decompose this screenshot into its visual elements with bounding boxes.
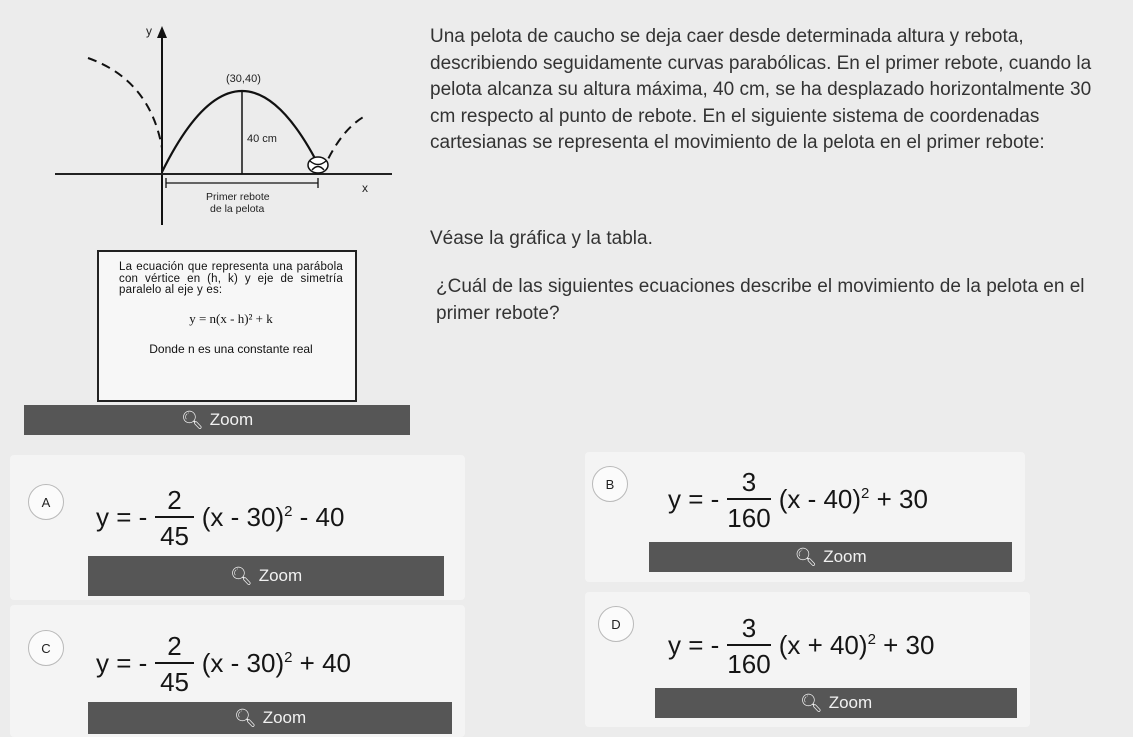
y-axis-arrow [157, 26, 167, 38]
constant-note: Donde n es una constante real [149, 342, 313, 356]
magnifier-icon: 🔍︎ [180, 409, 204, 430]
magnifier-icon: 🔍︎ [233, 707, 257, 728]
height-label: 40 cm [247, 133, 277, 145]
ball-icon [308, 157, 328, 173]
y-axis-label: y [146, 24, 152, 38]
parabola-graph [0, 20, 420, 235]
option-letter-a[interactable]: A [28, 484, 64, 520]
option-formula-c: y = - $\frac{2}{45}$ (x - 30)$^2$ + 40 [96, 631, 352, 697]
option-letter-c[interactable]: C [28, 630, 64, 666]
rebound-label-line1: Primer rebote [206, 191, 270, 203]
option-b-zoom-button[interactable] [649, 542, 1012, 572]
parabola-formula-box [97, 250, 357, 402]
zoom-label: Zoom [262, 708, 307, 727]
zoom-label: Zoom [209, 410, 254, 429]
vertex-form-equation: y = n(x - h)² + k [189, 310, 273, 326]
formula-description: La ecuación que representa una parábola con vértice en (h, k) y eje de simetría paralelo al eje y es: [119, 261, 343, 296]
option-c-zoom-button[interactable] [88, 702, 452, 734]
question-paragraph-1: Una pelota de caucho se deja caer desde determinada altura y rebota, describiendo seguidamente curvas parabólicas. En el primer rebote, cuando la pelota alcanza su altura máxima, 40 cm, se ha desplazado horizontalmente 30 cm respecto al punto de rebote. En el siguiente sistema de coordenadas cartesianas se representa el movimiento de la pelota en el primer rebote: [430, 26, 1092, 153]
rebound-label-line2: de la pelota [210, 203, 265, 215]
question-zoom-button[interactable] [24, 405, 410, 435]
zoom-label: Zoom [828, 693, 873, 712]
x-axis-label: x [362, 181, 368, 195]
option-letter-d[interactable]: D [598, 606, 634, 642]
magnifier-icon: 🔍︎ [799, 692, 823, 713]
magnifier-icon: 🔍︎ [794, 546, 818, 567]
option-letter-b[interactable]: B [592, 466, 628, 502]
zoom-label: Zoom [258, 566, 303, 585]
option-formula-d: y = - $\frac{3}{160}$ $(x + 40)^2 + 30$ [668, 613, 935, 679]
option-d-zoom-button[interactable] [655, 688, 1017, 718]
question-paragraph-2: Véase la gráfica y la tabla. [430, 228, 653, 249]
question-paragraph-3: ¿Cuál de las siguientes ecuaciones describe el movimiento de la pelota en el primer rebote? [436, 276, 1085, 324]
vertex-label: (30,40) [226, 73, 261, 85]
option-formula-a: y = - $\frac{2}{45}$ (x - 30)$^2$ - 40 [96, 485, 345, 551]
option-a-zoom-button[interactable] [88, 556, 444, 596]
option-formula-b: y = - $\frac{3}{160}$ (x - 40)$^2$ + 30 [668, 467, 928, 533]
drop-curve [88, 58, 162, 148]
magnifier-icon: 🔍︎ [229, 565, 253, 586]
zoom-label: Zoom [823, 547, 867, 566]
